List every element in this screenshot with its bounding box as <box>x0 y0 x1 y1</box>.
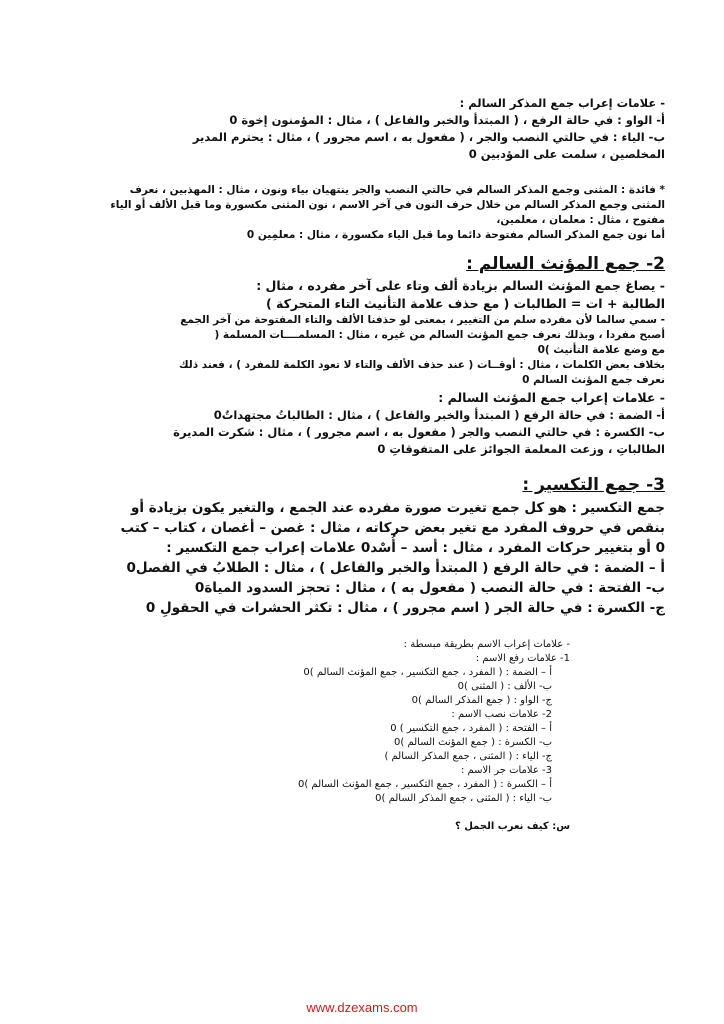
note-line-1: * فائدة : المثنى وجمع المذكر السالم في حالتي النصب والجر ينتهيان بياء ونون ، مثال : المهذبين ، نعرف <box>129 184 665 196</box>
section4-line-12: ب- الياء : ( المثنى ، جمع المذكر السالم )0 <box>375 793 552 804</box>
section2-line-4: أصبح مفردا ، وبذلك نعرف جمع المؤنث السالم من غيره ، مثال : المسلمــــات المسلمة ( <box>214 329 665 341</box>
section3-line-2: بنقص في حروف المفرد مع تغير بعض حركاته ، مثال : غصن – أغصان ، كتاب – كتب <box>120 520 665 536</box>
section2-line-6: بخلاف بعض الكلمات ، مثال : أوقــات ( عند حذف الألف والتاء لا تعود الكلمة للمفرد ) ، فعند ذلك <box>179 359 665 371</box>
section2-line-3: - سمي سالما لأن مفرده سلم من التغيير ، بمعنى لو حذفنا الألف والتاء المفتوحة من آخر الجمع <box>180 314 665 326</box>
section3-line-3: 0 أو بتغيير حركات المفرد ، مثال : أسد – أُسْد0 علامات إعراب جمع التكسير : <box>166 540 665 556</box>
section3-heading: 3- جمع التكسير : <box>522 475 665 495</box>
section1-line-b2: المخلصين ، سلمت على المؤدبين 0 <box>468 147 665 161</box>
section4-line-1: - علامات إعراب الاسم بطريقة مبسطة : <box>403 639 570 650</box>
section4-line-3: أ – الضمة : ( المفرد ، جمع التكسير ، جمع المؤنث السالم )0 <box>303 667 552 678</box>
section4-line-7: أ – الفتحة : ( المفرد ، جمع التكسير ) 0 <box>390 723 552 734</box>
section4-line-8: ب- الكسرة : ( جمع المؤنث السالم )0 <box>393 737 552 748</box>
simplified-summary <box>55 638 570 834</box>
section4-line-11: أ – الكسرة : ( المفرد ، جمع التكسير ، جمع المؤنث السالم )0 <box>297 779 552 790</box>
note-line-4: أما نون جمع المذكر السالم مفتوحة دائما وما قبل الياء مكسورة ، مثال : معلمِين 0 <box>246 229 665 241</box>
section3-line-4: أ – الضمة : في حالة الرفع ( المبتدأ والخبر والفاعل ) ، مثال : الطلابُ في الفصل0 <box>126 560 665 576</box>
section4-line-5: ج- الواو : ( جمع المذكر السالم )0 <box>411 695 552 706</box>
section3-line-1: جمع التكسير : هو كل جمع تغيرت صورة مفرده عند الجمع ، والتغير يكون بزيادة أو <box>130 500 665 516</box>
section2-line-2: الطالبة + ات = الطالبات ( مع حذف علامة التأنيث التاء المتحركة ) <box>265 296 665 311</box>
section4-line-2: 1- علامات رفع الاسم : <box>475 653 570 664</box>
section4-line-9: ج- الياء : ( المثنى ، جمع المذكر السالم ) <box>384 751 552 762</box>
note-line-3: مفتوح ، مثال : معلمان ، معلمين، <box>496 214 665 226</box>
section2-line-1: - يصاغ جمع المؤنث السالم بزيادة ألف وتاء على آخر مفرده ، مثال : <box>256 278 665 293</box>
note-line-2: المثنى وجمع المذكر السالم من خلال حرف النون في آخر الاسم ، نون المثنى مكسورة وما قبل الألف أو الياء <box>110 199 665 211</box>
section2-heading: 2- جمع المؤنث السالم : <box>466 254 665 274</box>
section1-line-a: أ- الواو : في حالة الرفع ، ( المبتدأ والخبر والفاعل ) ، مثال : المؤمنون إخوة 0 <box>229 113 665 127</box>
section4-line-4: ب- الألف : ( المثنى )0 <box>457 681 552 692</box>
section2-line-8: - علامات إعراب جمع المؤنث السالم : <box>438 390 665 405</box>
section3-line-5: ب- الفتحة : في حالة النصب ( مفعول به ) ، مثال : تحجز السدود المياهَ0 <box>194 580 665 596</box>
section4-line-6: 2- علامات نصب الاسم : <box>451 709 552 720</box>
section4-line-10: 3- علامات جر الاسم : <box>460 765 552 776</box>
section1-line-b: ب- الياء : في حالتي النصب والجر ، ( مفعول به ، اسم مجرور ) ، مثال : يحترم المدير <box>192 130 665 144</box>
section2-line-5: مع وضع علامة التأنيث )0 <box>537 344 665 356</box>
section3-line-6: ج- الكسرة : في حالة الجر ( اسم مجرور ) ، مثال : تكثر الحشرات في الحقولِ 0 <box>145 600 665 616</box>
section2-line-10: ب- الكسرة : في حالتي النصب والجر ( مفعول به ، اسم مجرور ) ، مثال : شكرت المديرة <box>173 425 665 439</box>
footer-link[interactable]: www.dzexams.com <box>306 1000 418 1015</box>
document-page <box>55 95 665 834</box>
section2-line-7: نعرف جمع المؤنث السالم 0 <box>522 374 665 386</box>
closing-question: س: كيف نعرب الجمل ؟ <box>454 821 570 832</box>
section2-line-11: الطالباتِ ، وزعت المعلمة الجوائز على المتفوقاتِ 0 <box>377 442 665 456</box>
section1-title: - علامات إعراب جمع المذكر السالم : <box>459 96 665 110</box>
section2-line-9: أ- الضمة : في حالة الرفع ( المبتدأ والخبر والفاعل ) ، مثال : الطالباتُ مجتهداتٌ0 <box>213 408 665 422</box>
